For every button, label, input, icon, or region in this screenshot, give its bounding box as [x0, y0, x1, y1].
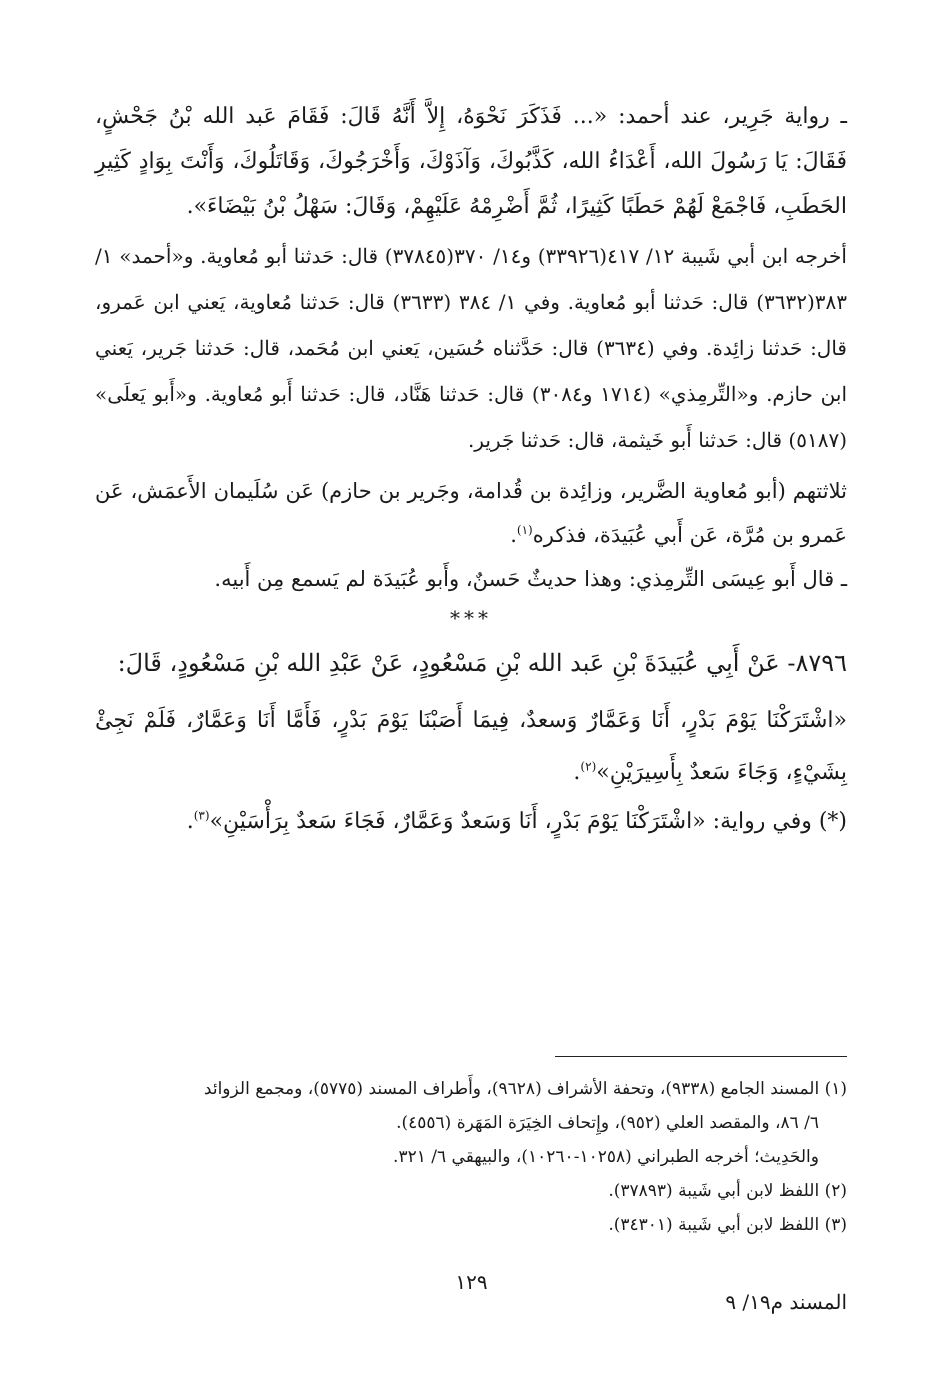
chain-text: ثلاثتهم (أبو مُعاوية الضَّرير، وزائِدة بن قُدامة، وجَرير بن حازم) عَن سُلَيمان الأَعمَش، عَن عَمرو بن مُرَّة، عَن أَبي عُبَيدَة، فذكره: [95, 479, 847, 547]
footnote-divider: [555, 1056, 847, 1057]
paragraph-tirmidhi-comment: ـ قال أَبو عِيسَى التِّرمِذي: وهذا حديثٌ حَسنٌ، وأَبو عُبَيدَة لم يَسمع مِن أَبيه.: [214, 567, 847, 591]
variant-narration: (*) وفي رواية: «اشْتَرَكْنَا يَوْمَ بَدْرٍ، أَنَا وَسَعدٌ وَعَمَّارٌ، فَجَاءَ سَعدٌ بِرَأْسَيْنِ»$^{(٣)}$.: [186, 808, 847, 834]
footnote-1-extra: والحَدِيث؛ أخرجه الطبراني (١٠٢٥٨-١٠٢٦٠)، والبيهقي ٦/ ٣٢١.: [393, 1147, 819, 1167]
hadith-body: «اشْتَرَكْنَا يَوْمَ بَدْرٍ، أَنَا وَعَمَّارٌ وَسعدٌ، فِيمَا أَصَبْنَا يَوْمَ بَدْرٍ، فَأَمَّا أَنَا وَعَمَّارٌ، فَلَمْ نَجِئْ بِشَيْءٍ، وَجَاءَ سَعدٌ بِأَسِيرَيْنِ»: [95, 708, 847, 785]
footnote-3: (٣) اللفظ لابن أبي شَيبة (٣٤٣٠١).: [608, 1215, 847, 1235]
page-number: ١٢٩: [455, 1270, 488, 1294]
volume-signature: المسند م١٩/ ٩: [725, 1290, 847, 1314]
variant-body: (*) وفي رواية: «اشْتَرَكْنَا يَوْمَ بَدْرٍ، أَنَا وَسَعدٌ وَعَمَّارٌ، فَجَاءَ سَعدٌ بِرَأْسَيْنِ»: [209, 809, 847, 834]
footnote-1-continuation: ٦/ ٨٦، والمقصد العلي (٩٥٢)، وإِتحاف الخِيَرَة المَهَرة (٤٥٥٦).: [396, 1113, 819, 1133]
paragraph-chain: ثلاثتهم (أبو مُعاوية الضَّرير، وزائِدة بن قُدامة، وجَرير بن حازم) عَن سُلَيمان الأَعمَش، عَن عَمرو بن مُرَّة، عَن أَبي عُبَيدَة، فذكره$^{(١)}$.: [95, 479, 847, 547]
paragraph-sources: أخرجه ابن أبي شَيبة ١٢/ ٤١٧(٣٣٩٢٦) و١٤/ ٣٧٠(٣٧٨٤٥) قال: حَدثنا أبو مُعاوية. و«أحمد» ١/ ٣٨٣(٣٦٣٢) قال: حَدثنا أبو مُعاوية. وفي ١/ ٣٨٤ (٣٦٣٣) قال: حَدثنا مُعاوية، يَعني ابن عَمرو، قال: حَدثنا زائِدة. وفي (٣٦٣٤) قال: حَدَّثناه حُسَين، يَعني ابن مُحَمد، قال: حَدثنا جَرير، يَعني ابن حازم. و«التِّرمِذي» (١٧١٤ و٣٠٨٤) قال: حَدثنا هَنَّاد، قال: حَدثنا أَبو مُعاوية. و«أَبو يَعلَى» (٥١٨٧) قال: حَدثنا أَبو خَيثمة، قال: حَدثنا جَرير.: [95, 244, 848, 452]
hadith-text: «اشْتَرَكْنَا يَوْمَ بَدْرٍ، أَنَا وَعَمَّارٌ وَسعدٌ، فِيمَا أَصَبْنَا يَوْمَ بَدْرٍ، فَأَمَّا أَنَا وَعَمَّارٌ، فَلَمْ نَجِئْ بِشَيْءٍ، وَجَاءَ سَعدٌ بِأَسِيرَيْنِ»$^{(٢)}$.: [95, 708, 847, 785]
section-separator: ***: [450, 606, 492, 630]
paragraph-jarir-narration: ـ رواية جَرِير، عند أحمد: «... فَذَكَرَ نَحْوَهُ، إِلاَّ أَنَّهُ قَالَ: فَقَامَ عَبد الله بْنُ جَحْشٍ، فَقَالَ: يَا رَسُولَ الله، أَعْدَاءُ الله، كَذَّبُوكَ، وَآذَوْكَ، وَأَخْرَجُوكَ، وَقَاتَلُوكَ، وَأَنْتَ بِوَادٍ كَثِيرِ الحَطَبِ، فَاجْمَعْ لَهُمْ حَطَبًا كَثِيرًا، ثُمَّ أَضْرِمْهُ عَلَيْهِمْ، وَقَالَ: سَهْلُ بْنُ بَيْضَاءَ».: [95, 104, 847, 219]
footnote-1: (١) المسند الجامع (٩٣٣٨)، وتحفة الأشراف (٩٦٢٨)، وأَطراف المسند (٥٧٧٥)، ومجمع الزوائد: [203, 1079, 847, 1099]
footnote-ref-2: (٢): [580, 759, 597, 774]
footnote-2: (٢) اللفظ لابن أبي شَيبة (٣٧٨٩٣).: [608, 1181, 847, 1201]
footnotes: [95, 1072, 847, 1242]
footnote-ref-1: (١): [516, 523, 533, 537]
hadith-heading: ٨٧٩٦- عَنْ أَبِي عُبَيدَةَ بْنِ عَبد الله بْنِ مَسْعُودٍ، عَنْ عَبْدِ الله بْنِ مَسْعُودٍ، قَالَ:: [117, 649, 847, 677]
main-text: [95, 94, 847, 845]
footnote-ref-3: (٣): [193, 808, 210, 823]
